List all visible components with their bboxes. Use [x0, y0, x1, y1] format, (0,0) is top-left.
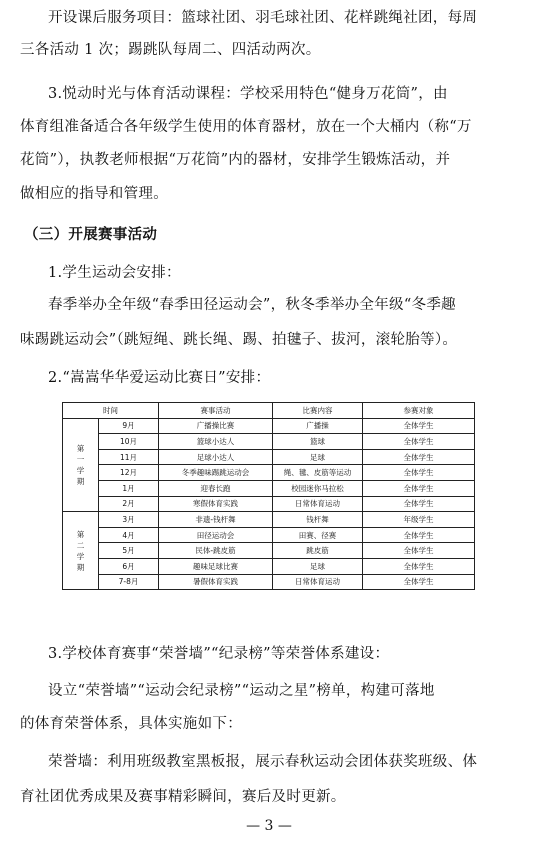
- table-row: [63, 543, 475, 559]
- cell-event: 广播操比赛: [159, 418, 273, 434]
- table-row: [63, 434, 475, 450]
- text-line: 荣誉墙：利用班级教室黑板报，展示春秋运动会团体获奖班级、体: [48, 754, 478, 770]
- cell-content: 足球: [273, 558, 363, 574]
- cell-participants: 全体学生: [363, 543, 475, 559]
- cell-content: 日常体育运动: [273, 496, 363, 512]
- text-line: 做相应的指导和管理。: [20, 186, 168, 202]
- cell-month: 4月: [99, 527, 159, 543]
- cell-participants: 全体学生: [363, 418, 475, 434]
- cell-month: 7-8月: [99, 574, 159, 590]
- cell-event: 非遗-钱杆舞: [159, 512, 273, 528]
- cell-participants: 全体学生: [363, 496, 475, 512]
- table-row: [63, 496, 475, 512]
- list-item-1: 1.学生运动会安排：: [48, 265, 181, 281]
- text-line: 设立“荣誉墙”“运动会纪录榜”“运动之星”榜单，构建可落地: [48, 683, 435, 699]
- cell-month: 9月: [99, 418, 159, 434]
- table-row: [63, 418, 475, 434]
- text-line: 育社团优秀成果及赛事精彩瞬间，赛后及时更新。: [20, 789, 346, 805]
- table-row: [63, 465, 475, 481]
- cell-participants: 全体学生: [363, 480, 475, 496]
- table-row: [63, 512, 475, 528]
- cell-event: 足球小达人: [159, 449, 273, 465]
- cell-participants: 全体学生: [363, 558, 475, 574]
- cell-content: 篮球: [273, 434, 363, 450]
- page-number: — 3 —: [246, 818, 292, 834]
- cell-content: 田赛、径赛: [273, 527, 363, 543]
- cell-content: 钱杆舞: [273, 512, 363, 528]
- cell-event: 民体-跳皮筋: [159, 543, 273, 559]
- header-participants: 参赛对象: [363, 403, 475, 419]
- cell-participants: 全体学生: [363, 574, 475, 590]
- cell-event: 暑假体育实践: [159, 574, 273, 590]
- cell-event: 田径运动会: [159, 527, 273, 543]
- cell-participants: 全体学生: [363, 434, 475, 450]
- table-row: [63, 449, 475, 465]
- cell-participants: 全体学生: [363, 465, 475, 481]
- cell-content: 广播操: [273, 418, 363, 434]
- table-row: [63, 527, 475, 543]
- cell-month: 6月: [99, 558, 159, 574]
- cell-event: 篮球小达人: [159, 434, 273, 450]
- cell-participants: 全体学生: [363, 449, 475, 465]
- text-line: 开设课后服务项目：篮球社团、羽毛球社团、花样跳绳社团，每周: [48, 10, 478, 26]
- cell-content: 日常体育运动: [273, 574, 363, 590]
- schedule-table: [62, 402, 475, 590]
- term-1-label: 第 一 学 期: [63, 418, 99, 512]
- cell-event: 迎春长跑: [159, 480, 273, 496]
- cell-event: 寒假体育实践: [159, 496, 273, 512]
- section-heading: （三）开展赛事活动: [24, 227, 158, 243]
- cell-content: 足球: [273, 449, 363, 465]
- text-line: 花筒”），执教老师根据“万花筒”内的器材，安排学生锻炼活动，并: [20, 152, 451, 168]
- cell-month: 3月: [99, 512, 159, 528]
- cell-participants: 年级学生: [363, 512, 475, 528]
- header-time: 时间: [63, 403, 159, 419]
- term-2-label: 第 二 学 期: [63, 512, 99, 590]
- text-line: 体育组准备适合各年级学生使用的体育器材，放在一个大桶内（称“万: [20, 119, 472, 135]
- table-row: [63, 558, 475, 574]
- cell-month: 2月: [99, 496, 159, 512]
- table-row: [63, 574, 475, 590]
- cell-month: 10月: [99, 434, 159, 450]
- cell-content: 校园迷你马拉松: [273, 480, 363, 496]
- text-line: 的体育荣誉体系，具体实施如下：: [20, 716, 242, 732]
- cell-content: 跳皮筋: [273, 543, 363, 559]
- header-event: 赛事活动: [159, 403, 273, 419]
- text-line: 三各活动 1 次；踢跳队每周二、四活动两次。: [20, 42, 321, 58]
- cell-month: 11月: [99, 449, 159, 465]
- cell-event: 趣味足球比赛: [159, 558, 273, 574]
- cell-content: 绳、毽、皮筋等运动: [273, 465, 363, 481]
- cell-month: 5月: [99, 543, 159, 559]
- table-header-row: [63, 403, 475, 419]
- table-row: [63, 480, 475, 496]
- list-item-2: 2.“嵩嵩华华爱运动比赛日”安排：: [48, 370, 271, 386]
- cell-event: 冬季趣味踢跳运动会: [159, 465, 273, 481]
- cell-participants: 全体学生: [363, 527, 475, 543]
- header-content: 比赛内容: [273, 403, 363, 419]
- text-line: 春季举办全年级“春季田径运动会”，秋冬季举办全年级“冬季趣: [48, 297, 456, 313]
- text-line: 味踢跳运动会”（跳短绳、跳长绳、踢、拍毽子、拔河，滚轮胎等）。: [20, 332, 458, 348]
- text-line: 3.悦动时光与体育活动课程：学校采用特色“健身万花筒”，由: [48, 86, 448, 102]
- cell-month: 12月: [99, 465, 159, 481]
- list-item-3: 3.学校体育赛事“荣誉墙”“纪录榜”等荣誉体系建设：: [48, 646, 390, 662]
- cell-month: 1月: [99, 480, 159, 496]
